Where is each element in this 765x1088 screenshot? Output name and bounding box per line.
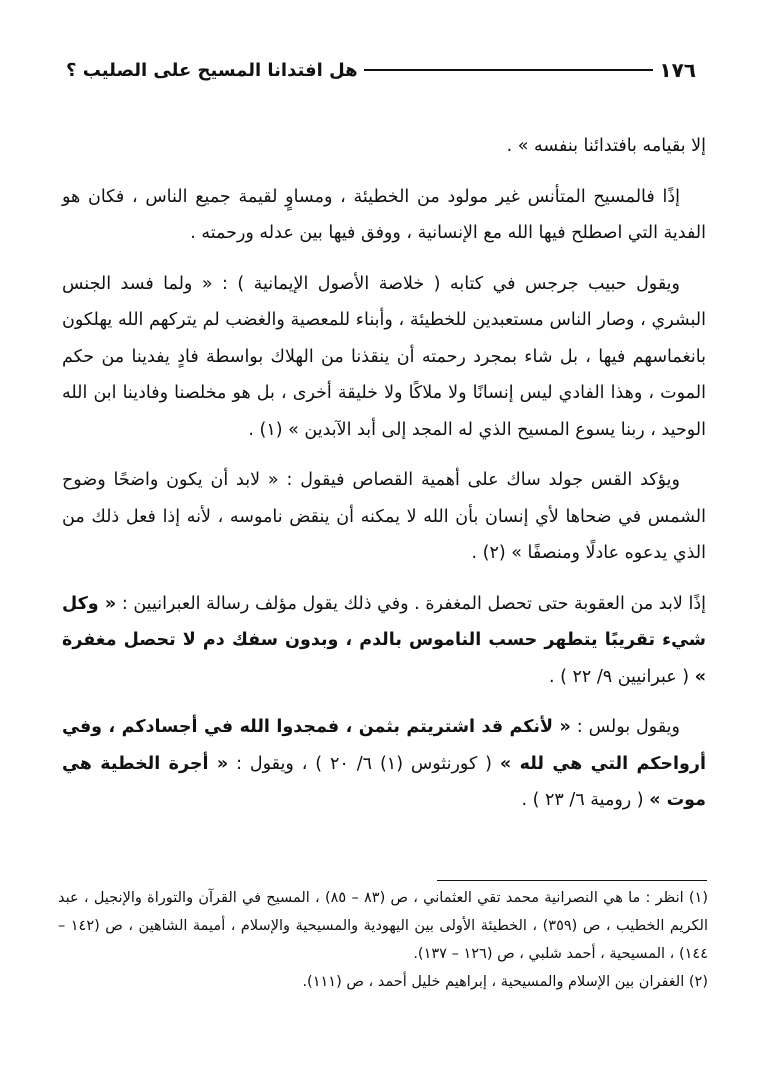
paragraph-3: ويقول حبيب جرجس في كتابه ( خلاصة الأصول الإيمانية ) : « ولما فسد الجنس البشري ، وصار الناس مستعبدين للخطيئة ، وأبناء للمعصية والغضب لم يتركهم الله يهلكون بانغماسهم فيها ، بل شاء بمجرد رحمته أن ينقذنا من الهلاك بواسطة فادٍ يفدينا من حكم الموت ، وهذا الفادي ليس إنسانًا ولا ملاكًا ولا خليقة أخرى ، بل هو مخلصنا وفادينا ابن الله الوحيد ، ربنا يسوع المسيح الذي له المجد إلى أبد الآبدين » (١) . — [62, 273, 706, 440]
running-header — [60, 52, 700, 88]
main-text — [62, 128, 706, 819]
paragraph-5 — [62, 586, 706, 696]
footnote-1: (١) انظر : ما هي النصرانية محمد تقي العثماني ، ص (٨٣ – ٨٥) ، المسيح في القرآن والتوراة والإنجيل ، عبد الكريم الخطيب ، ص (٣٥٩) ، الخطيئة الأولى بين اليهودية والمسيحية والإسلام ، أميمة الشاهين ، ص (١٤٢ – ١٤٤) ، المسيحية ، أحمد شلبي ، ص (١٢٦ – ١٣٧). — [58, 890, 709, 962]
quote-romans: « أجرة الخطية هي موت » — [62, 753, 706, 810]
paragraph-6 — [62, 709, 706, 819]
paragraph-1: إلا بقيامه بافتدائنا بنفسه » . — [506, 136, 706, 156]
quote-corinthians: « لأنكم قد اشتريتم بثمن ، فمجدوا الله في أجسادكم ، وفي أرواحكم التي هي لله » — [62, 717, 706, 774]
citation-hebrews: ( عبرانيين ٩/ ٢٢ ) . — [548, 666, 690, 687]
header-rule — [364, 69, 654, 71]
paragraph-4: ويؤكد القس جولد ساك على أهمية القصاص فيقول : « لابد أن يكون واضحًا وضوح الشمس في ضحاها لأي إنسان بأن الله لا يمكنه أن ينقض ناموسه ، لأنه إذا فعل ذلك من الذي يدعوه عادلًا ومنصفًا » (٢) . — [62, 470, 706, 563]
footnote-separator — [437, 880, 707, 881]
running-title: هل افتدانا المسيح على الصليب ؟ — [66, 59, 358, 81]
citation-corinthians: ( كورنثوس (١) ٦/ ٢٠ ) ، ويقول : — [236, 753, 493, 774]
paragraph-5-intro: إذًا لابد من العقوبة حتى تحصل المغفرة . وفي ذلك يقول مؤلف رسالة العبرانيين : — [121, 593, 706, 614]
footnote-2: (٢) الغفران بين الإسلام والمسيحية ، إبراهيم خليل أحمد ، ص (١١١). — [302, 974, 708, 990]
footnotes — [58, 884, 708, 996]
citation-romans: ( رومية ٦/ ٢٣ ) . — [521, 790, 644, 810]
page-number: ١٧٦ — [659, 58, 696, 82]
paragraph-2: إذًا فالمسيح المتأنس غير مولود من الخطيئة ، ومساوٍ لقيمة جميع الناس ، فكان هو الفدية التي اصطلح فيها الله مع الإنسانية ، ووفق فيها بين عدله ورحمته . — [62, 186, 706, 243]
quote-hebrews: « وكل شيء تقريبًا يتطهر حسب الناموس بالدم ، وبدون سفك دم لا تحصل مغفرة » — [62, 593, 706, 687]
paragraph-6-intro: ويقول بولس : — [576, 717, 680, 737]
